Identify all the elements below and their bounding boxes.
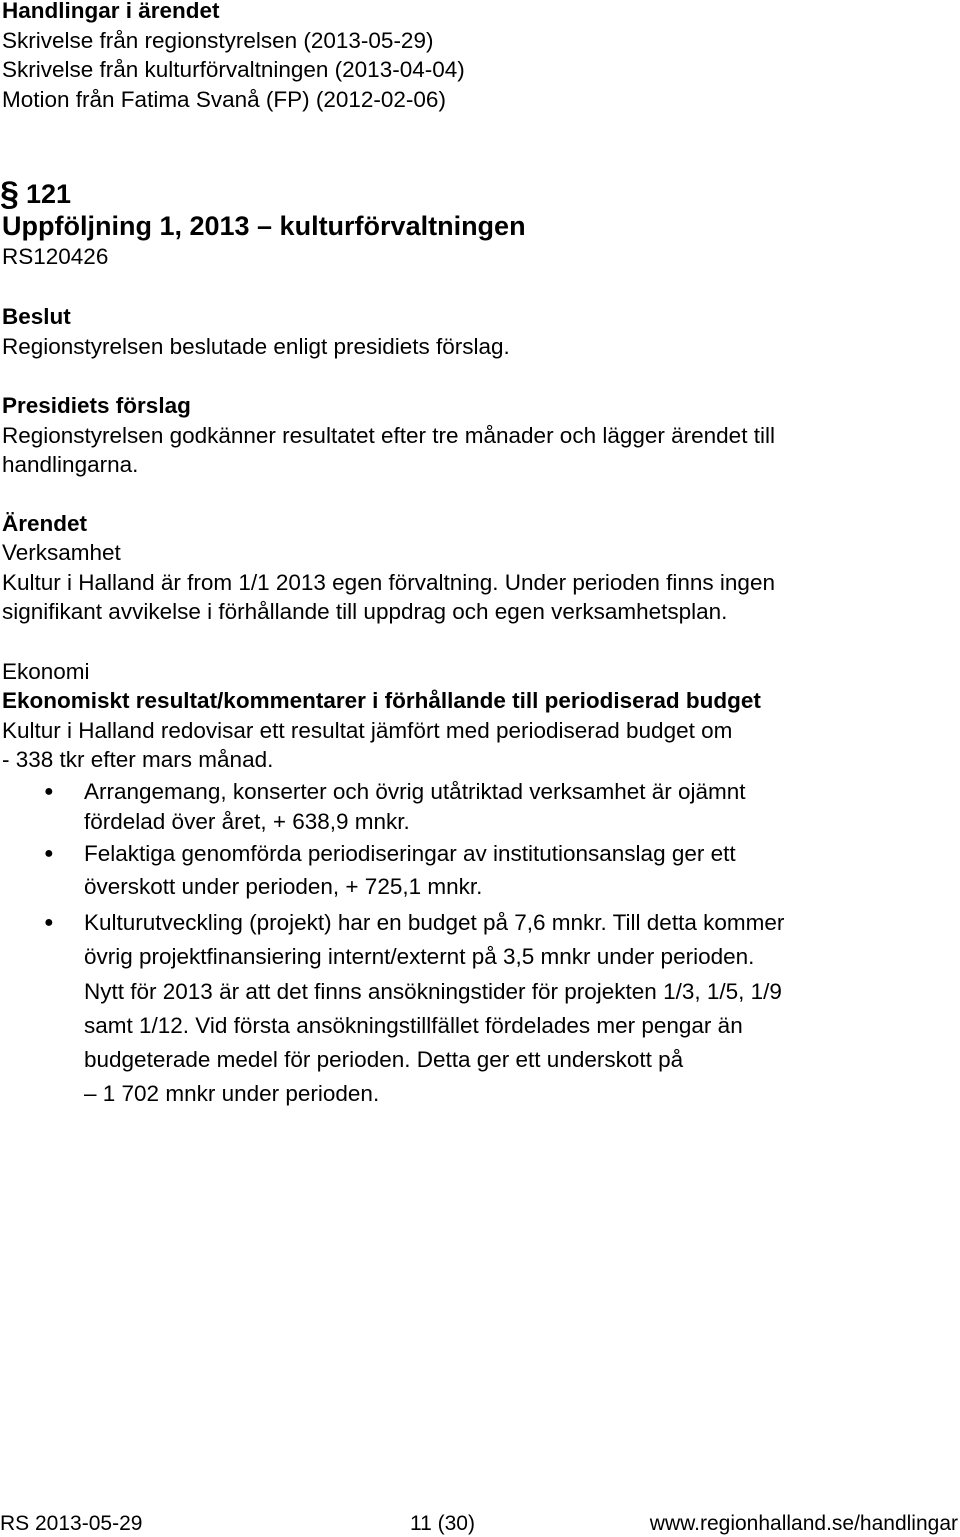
- presidiets-line: Regionstyrelsen godkänner resultatet efter tre månader och lägger ärendet till: [2, 423, 775, 448]
- beslut-heading: Beslut: [2, 304, 71, 329]
- ekonomi-line: - 338 tkr efter mars månad.: [2, 747, 274, 772]
- paragraph-number: 121: [26, 179, 72, 209]
- bullet-icon: ●: [44, 845, 54, 862]
- bullet-line: överskott under perioden, + 725,1 mnkr.: [84, 874, 483, 899]
- ekonomi-line: Kultur i Halland redovisar ett resultat jämfört med periodiserad budget om: [2, 718, 733, 743]
- presidiets-heading: Presidiets förslag: [2, 393, 191, 418]
- footer-date: RS 2013-05-29: [0, 1512, 143, 1535]
- bullet-line: fördelad över året, + 638,9 mnkr.: [84, 809, 410, 834]
- bullet-line: Arrangemang, konserter och övrig utåtriktad verksamhet är ojämnt: [84, 779, 746, 804]
- footer-page-number: 11 (30): [410, 1512, 475, 1535]
- handlingar-item: Skrivelse från regionstyrelsen (2013-05-29): [2, 28, 434, 53]
- paragraph-symbol: §: [0, 175, 19, 213]
- bullet-line: Nytt för 2013 är att det finns ansökningstider för projekten 1/3, 1/5, 1/9: [84, 979, 782, 1004]
- bullet-icon: ●: [44, 914, 54, 931]
- verksamhet-line: Kultur i Halland är from 1/1 2013 egen förvaltning. Under perioden finns ingen: [2, 570, 775, 595]
- ekonomi-subheading: Ekonomiskt resultat/kommentarer i förhållande till periodiserad budget: [2, 688, 761, 713]
- bullet-line: budgeterade medel för perioden. Detta ger ett underskott på: [84, 1047, 684, 1072]
- bullet-line: – 1 702 mnkr under perioden.: [84, 1081, 380, 1106]
- verksamhet-line: signifikant avvikelse i förhållande till uppdrag och egen verksamhetsplan.: [2, 599, 728, 624]
- handlingar-item: Motion från Fatima Svanå (FP) (2012-02-06): [2, 87, 446, 112]
- bullet-line: Kulturutveckling (projekt) har en budget på 7,6 mnkr. Till detta kommer: [84, 910, 785, 935]
- beslut-text: Regionstyrelsen beslutade enligt presidiets förslag.: [2, 334, 510, 359]
- verksamhet-heading: Verksamhet: [2, 540, 121, 565]
- footer-url: www.regionhalland.se/handlingar: [649, 1512, 958, 1535]
- paragraph-title: Uppföljning 1, 2013 – kulturförvaltningen: [2, 211, 526, 241]
- arendet-heading: Ärendet: [2, 511, 88, 536]
- paragraph-ref: RS120426: [2, 244, 109, 269]
- bullet-line: övrig projektfinansiering internt/externt på 3,5 mnkr under perioden.: [84, 944, 755, 969]
- handlingar-item: Skrivelse från kulturförvaltningen (2013-04-04): [2, 57, 465, 82]
- handlingar-heading: Handlingar i ärendet: [2, 0, 220, 23]
- ekonomi-heading: Ekonomi: [2, 659, 90, 684]
- presidiets-line: handlingarna.: [2, 452, 139, 477]
- bullet-line: samt 1/12. Vid första ansökningstillfället fördelades mer pengar än: [84, 1013, 743, 1038]
- bullet-line: Felaktiga genomförda periodiseringar av institutionsanslag ger ett: [84, 841, 736, 866]
- bullet-icon: ●: [44, 783, 54, 800]
